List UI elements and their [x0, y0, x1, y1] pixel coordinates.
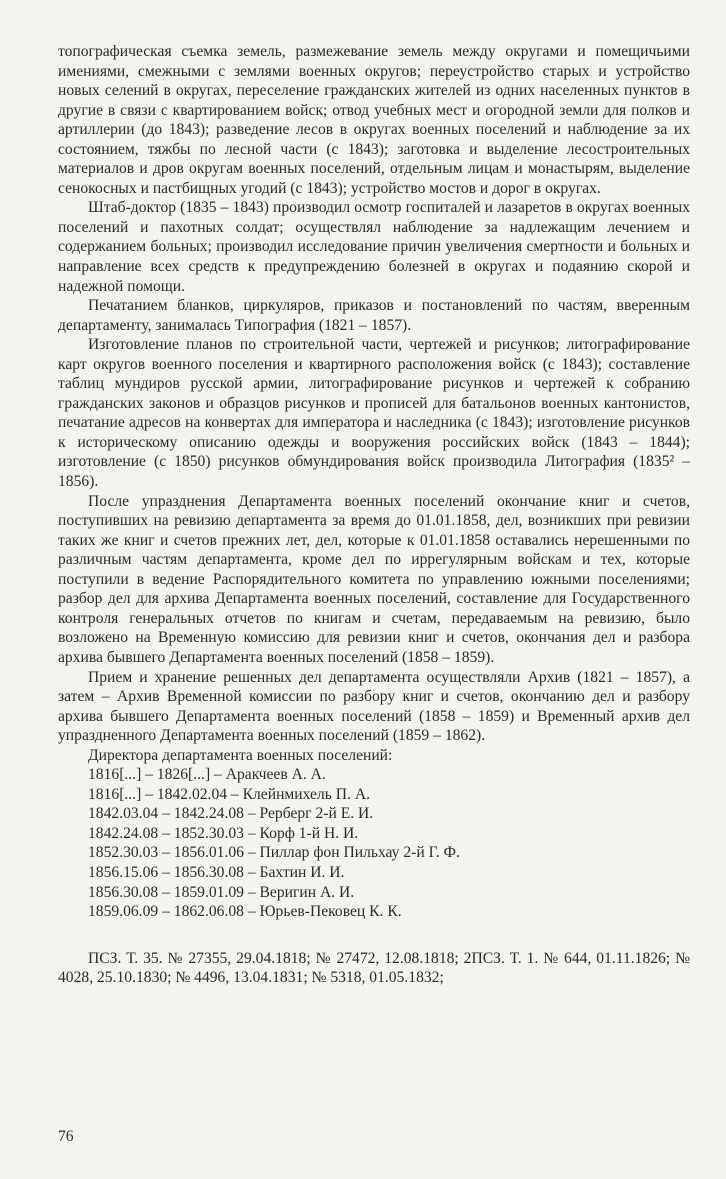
director-entry: 1856.30.08 – 1859.01.09 – Веригин А. И. [88, 883, 355, 901]
director-entry: 1816[...] – 1826[...] – Аракчеев А. А. [88, 766, 326, 784]
directors-heading: Директора департамента военных поселений: [88, 746, 393, 764]
director-entry: 1859.06.09 – 1862.06.08 – Юрьев-Пековец К. К. [88, 903, 402, 921]
page-number: 76 [58, 1128, 74, 1145]
paragraph-printing-house: Печатанием бланков, циркуляров, приказов и постановлений по частям, вверенным департаменту, занималась Типография (1821 – 1857). [58, 297, 690, 334]
director-entry: 1842.03.04 – 1842.24.08 – Рерберг 2-й Е. И. [88, 805, 374, 823]
director-entry: 1816[...] – 1842.02.04 – Клейнмихель П. А. [88, 785, 370, 803]
director-entry: 1852.30.03 – 1856.01.06 – Пиллар фон Пильхау 2-й Г. Ф. [88, 844, 460, 862]
page-body [58, 42, 690, 988]
paragraph-archive: Прием и хранение решенных дел департамента осуществляли Архив (1821 – 1857), а затем – Архив Временной комиссии по разбору книг и счетов, окончанию дел и разбору архива бывшего Департамента военных поселений (1858 – 1859) и Временный архив дел упраздненного Департамента военных поселений (1859 – 1862). [58, 668, 690, 745]
director-entry: 1856.15.06 – 1856.30.08 – Бахтин И. И. [88, 863, 345, 881]
paragraph-lithography: Изготовление планов по строительной части, чертежей и рисунков; литографирование карт округов военного поселения и квартирного расположения войск (с 1843); составление таблиц мундиров русской армии, литографирование рисунков и чертежей к собранию гражданских законов и образцов рисунков и прописей для батальонов военных кантонистов, печатание адресов на конвертах для императора и наследника (с 1843); изготовление рисунков к историческому описанию одежды и вооружения российских войск (1843 – 1844); изготовление (с 1850) рисунков обмундирования войск производила Литография (1835² – 1856). [58, 336, 690, 491]
director-entry: 1842.24.08 – 1852.30.03 – Корф 1-й Н. И. [88, 824, 359, 842]
paragraph-1-continuation: топографическая съемка земель, размежевание земель между округами и помещичьими имениями, смежными с землями военных округов; переустройство старых и устройство новых селений в округах, переселение гражданских жителей из одних населенных пунктов в другие в связи с квартированием войск; отвод учебных мест и огородной земли для полков и артиллерии (до 1843); разведение лесов в округах военных поселений и наблюдение за их состоянием, тяжбы по лесной части (с 1843); заготовка и выделение лесостроительных материалов и дров округам военных поселений, отдельным лицам и монастырям, выделение сенокосных и пастбищных угодий (с 1843); устройство мостов и дорог в округах. [58, 43, 690, 197]
legislation-references: ПСЗ. Т. 35. № 27355, 29.04.1818; № 27472, 12.08.1818; 2ПСЗ. Т. 1. № 644, 01.11.1826; № 4028, 25.10.1830; № 4496, 13.04.1831; № 5318, 01.05.1832; [58, 949, 690, 987]
directors-list [58, 765, 690, 921]
paragraph-temporary-commission: После упразднения Департамента военных поселений окончание книг и счетов, поступивших на ревизию департамента за время до 01.01.1858, дел, возникших при ревизии таких же книг и счетов прежних лет, дел, которые к 01.01.1858 оставались нерешенными по различным частям департамента, кроме дел по иррегулярным войскам и тех, которые поступили в ведение Распорядительного комитета по управлению южными поселениями; разбор дел для архива Департамента военных поселений, составление для Государственного контроля генеральных отчетов по книгам и счетам, передаваемым на ревизию, было возложено на Временную комиссию для ревизии книг и счетов, окончания дел и разбора архива бывшего Департамента военных поселений (1858 – 1859). [58, 492, 690, 666]
paragraph-staff-doctor: Штаб-доктор (1835 – 1843) производил осмотр госпиталей и лазаретов в округах военных поселений и пахотных солдат; осуществлял наблюдение за надлежащим лечением и содержанием больных; производил исследование причин увеличения смертности и больных и направление всех средств к предупреждению болезней в округах и подаянию скорой и надежной помощи. [58, 199, 690, 295]
